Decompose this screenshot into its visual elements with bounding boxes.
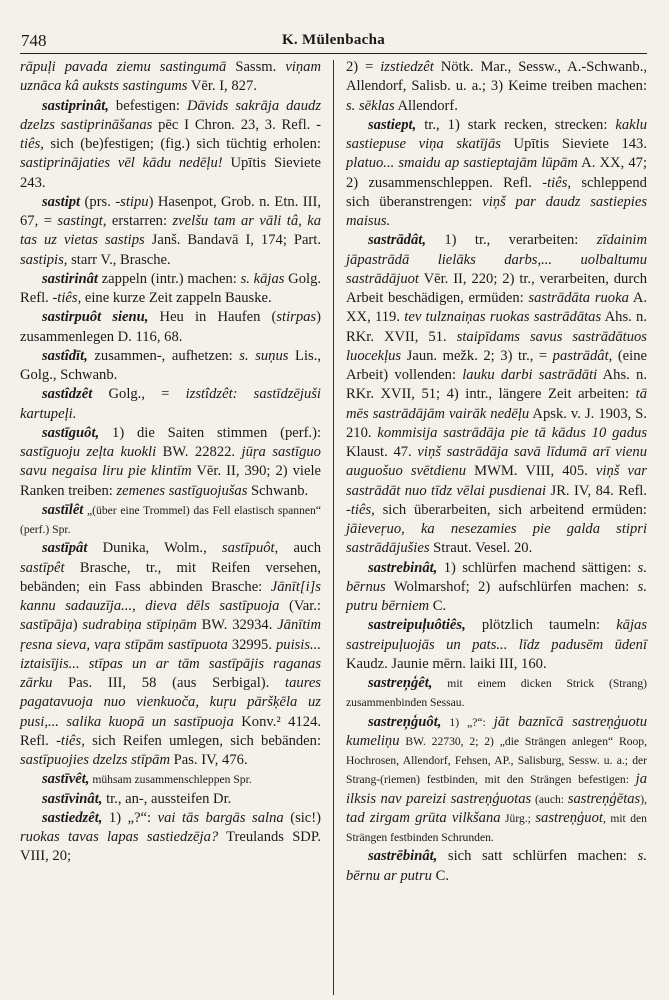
dictionary-entry (20, 308, 321, 347)
entry-text: plötzlich taumeln: (465, 617, 617, 634)
latvian-example: sastīpuojies dzelzs stīpām (20, 752, 171, 768)
entry-text: Upītis Sieviete 243. (20, 155, 321, 191)
latvian-example: Dāvids sakrāja daudz dzelzs sastiprināšanas (20, 97, 322, 133)
latvian-example: viņam uznāca kâ auksts sastingums (20, 59, 321, 95)
dictionary-entry (346, 674, 647, 713)
headword: sastiept, (368, 116, 417, 133)
headword: sastirinât (42, 270, 98, 287)
entry-text: C. (429, 598, 447, 614)
dictionary-entry (20, 58, 321, 97)
entry-text: auch (278, 540, 321, 557)
entry-text: pēc I Chron. 23, 3. Refl. (152, 116, 317, 133)
headword: sastīvinât, (42, 790, 103, 807)
latvian-example: jāt baznīcā sastreņģuotu kumeliņu (346, 713, 648, 749)
latvian-example: rāpuļi pavada ziemu sastingumā (20, 59, 227, 75)
entry-text: (auch: (531, 792, 568, 806)
dictionary-entry (346, 58, 647, 116)
entry-text: sich satt schlürfen machen: (437, 848, 638, 865)
dictionary-entry (346, 559, 647, 617)
headword: sastreņģuôt, (368, 713, 442, 730)
entry-text: Janš. Bandavā I, 174; Part. (144, 232, 321, 249)
entry-text: sich Reifen umlegen, sich bebänden: (84, 732, 321, 749)
latvian-example: -tiês, (542, 174, 572, 191)
entry-text: Apsk. v. J. 1903, S. 210. (346, 405, 647, 441)
latvian-example: sastreņģuot (535, 809, 603, 826)
latvian-example: s. bērnus (346, 559, 647, 595)
latvian-example: stirpas (276, 309, 317, 326)
dictionary-entry (20, 347, 321, 386)
headword: sastrādât, (368, 232, 426, 249)
entry-text: Golg., = (92, 386, 186, 403)
dictionary-entry (346, 616, 647, 674)
dictionary-entry (346, 713, 647, 848)
latvian-example: Jānīt[i]s kannu sadauzīja..., dieva dēls sastīpuoja (20, 578, 321, 614)
entry-text: ), (640, 792, 648, 806)
entry-text: Wolmarshof; 2) aufschlürfen machen: (385, 578, 638, 595)
entry-text: 1) tr., verarbeiten: (425, 232, 597, 249)
entry-text: tr., 1) stark recken, strecken: (416, 116, 616, 133)
entry-text: , mit den Strängen festbinden Schrunden. (346, 811, 647, 844)
entry-text: Konv.² 4124. Refl. (20, 713, 322, 749)
latvian-example: sastīpêt (20, 559, 65, 576)
entry-text: A. XX, 47; 2) zusammenschleppen. Refl. (346, 155, 648, 191)
entry-text: Upītis Sieviete 143. (500, 136, 647, 152)
entry-text: Jaun. mežk. 2; 3) tr., = (401, 347, 553, 364)
entry-text: BW. 22822. (156, 444, 242, 460)
headword: sastrebinât, (368, 559, 438, 576)
entry-text: Ahs. n. RKr. XVII, 51; 4) intr., längere Zeit arbeiten: (346, 367, 647, 403)
entry-text: Treulands SDP. VIII, 20; (20, 829, 321, 865)
entry-text: A. XX, 119. (346, 290, 648, 326)
dictionary-entry (346, 116, 647, 232)
headword: sastreņģêt, (368, 675, 433, 691)
entry-text: Vēr. II, 390; 2) viele Ranken treiben: (20, 463, 321, 499)
headword: sastiprinât, (42, 97, 109, 114)
headword: sastîdzêt (42, 386, 93, 403)
latvian-example: sastreņģētas (567, 790, 641, 807)
dictionary-entry (20, 270, 321, 309)
entry-text: BW. 22730, 2; 2) „die Strängen anlegen“ Roop, Hochrosen, Allendorf, Fehsen, AP., Salisburg, Sessw. u. a.; der Strang-(riemen) festbinden, mit den Strängen befestigen: (346, 734, 647, 787)
latvian-example: s. putru bērniem (346, 578, 647, 614)
latvian-example: platuo... smaidu ap sastieptajām lūpām (346, 155, 578, 172)
dictionary-entry (20, 539, 321, 770)
headword: sastreipuļuôtiês, (368, 617, 466, 634)
latvian-example: kommisija sastrādāja pie tā kādus 10 gadus (377, 424, 648, 441)
entry-text: (Var.: (279, 598, 321, 614)
entry-text: 32995. (227, 636, 276, 653)
entry-text: mit einem dicken Strick (Strang) zusammenbinden Sessau. (346, 677, 647, 710)
latvian-example: ruokas tavas lapas sastiedzēja? (20, 829, 219, 845)
entry-text: sich (be)festigen; (fig.) sich tüchtig erholen: (43, 136, 321, 152)
entry-text: 1) die Saiten stimmen (perf.): (99, 424, 321, 441)
latvian-example: sastīguoju zeļta kuokli (20, 444, 157, 460)
entry-text: Pas. III, 58 (aus Serbigal). (52, 675, 286, 691)
entry-text: MWM. VIII, 405. (466, 463, 596, 480)
latvian-example: lauku darbi sastrādāti (462, 367, 598, 383)
entry-text: Klaust. 47. (346, 444, 418, 460)
latvian-example: puisis... iztaisījis... stīpas un ar tām sastīpājis raganas zārku (20, 636, 321, 691)
entry-text: ) zusammenlegen D. 116, 68. (20, 309, 321, 345)
right-column (346, 58, 647, 886)
latvian-example: zemenes sastīguojušas (116, 482, 248, 499)
latvian-example: s. kājas (240, 270, 285, 287)
entry-text: Lis., Golg., Schwanb. (20, 347, 321, 383)
latvian-example: jūŗa sastīguo savu negaisa liru pie klintīm (20, 444, 321, 480)
running-title: K. Mülenbacha (281, 32, 386, 48)
entry-text: Dunika, Wolm., (87, 540, 222, 557)
latvian-example: tad zirgam grūta vilkšana (346, 809, 501, 826)
column-divider (333, 60, 334, 995)
entry-text: Vēr. II, 220; 2) tr., verarbeiten, durch Arbeit beschädigen, ermüden: (346, 270, 647, 306)
entry-text: tr., an-, aussteifen Dr. (102, 790, 232, 807)
dictionary-entry (20, 501, 321, 540)
latvian-example: sastrādāta ruoka (528, 290, 629, 306)
dictionary-entry (20, 770, 321, 789)
entry-text: Golg. Refl. (20, 270, 322, 306)
entry-text: sich überarbeiten, sich arbeitend ermüden: (374, 501, 647, 518)
entry-text: C. (431, 867, 449, 884)
entry-text: 1) „?“: (441, 715, 494, 729)
headword: sastîdīt, (42, 347, 88, 364)
entry-text: Nötk. Mar., Sessw., A.-Schwanb., Allendorf, Salisb. u. a.; 3) Keime treiben machen: (346, 59, 647, 95)
entry-text: befestigen: (108, 97, 187, 114)
entry-text: mühsam zusammenschleppen Spr. (89, 773, 252, 787)
page-number: 748 (21, 31, 47, 50)
latvian-example: pastrādât, (552, 347, 613, 364)
entry-text: Heu in Haufen ( (148, 309, 277, 326)
entry-text: 1) „?“: (102, 809, 158, 826)
dictionary-entry (20, 790, 321, 809)
entry-text: Ahs. n. RKr. XVII, 51. (346, 309, 648, 345)
entry-text: „(über eine Trommel) das Fell elastisch spannen“ (perf.) Spr. (20, 503, 321, 536)
entry-text: 2) = (346, 59, 381, 75)
entry-text: Pas. IV, 476. (170, 752, 248, 768)
latvian-example: -stipu (115, 193, 149, 210)
entry-text: zappeln (intr.) machen: (97, 270, 241, 287)
latvian-example: zīdainim jāpastrādā lielāks darbs,... uolbaltumu sastrādājuot (346, 232, 647, 287)
entry-text: (prs. (80, 193, 116, 210)
latvian-example: izstîdzêt: sastīdzējuši kartupeļi. (20, 386, 321, 422)
headword: sastrēbinât, (368, 848, 438, 865)
entry-text: erstarren: (106, 213, 173, 229)
latvian-example: -tiês, (20, 116, 321, 152)
left-column (20, 58, 321, 867)
latvian-example: viņš sastrādāja savā līdumā arī vienu auguošuo svētdienu (346, 444, 647, 480)
dictionary-entry (20, 97, 321, 193)
headword: sastirpuôt sienu, (42, 309, 149, 326)
latvian-example: Jānītim ŗesna sieva, vaŗa stīpām sastīpuota (20, 617, 321, 653)
entry-text: Kaudz. Jaunie mērn. laiki III, 160. (346, 655, 547, 672)
latvian-example: jāieveŗuo, ka nesezamies pie galda stipri sastrādājušies (346, 521, 647, 557)
latvian-example: sastipis, (20, 251, 68, 268)
headword: sastipt (42, 193, 81, 210)
latvian-example: ja ilksis nav pareizi sastreņģuotas (346, 771, 647, 807)
entry-text: Jürg.; (500, 811, 536, 825)
dictionary-entry (20, 193, 321, 270)
latvian-example: s. bērnu ar putru (346, 848, 647, 884)
headword: sastiedzêt, (42, 809, 103, 826)
headword: sastīguôt, (42, 424, 100, 441)
latvian-example: kājas sastreipuļuojās un pats... līdz padusēm ūdenī (346, 617, 647, 653)
latvian-example: s. suņus (239, 347, 289, 364)
latvian-example: sastīpāja (20, 617, 73, 634)
dictionary-entry (346, 231, 647, 558)
entry-text: ) Hasenpot, Grob. n. Etn. III, 67, = (20, 193, 321, 229)
headword: sastīpât (42, 540, 88, 557)
headword: sastīvêt, (42, 771, 90, 788)
latvian-example: viņš par daudz sastiepies maisus. (346, 193, 647, 229)
entry-text: Straut. Vesel. 20. (429, 540, 533, 557)
latvian-example: -tiês, (52, 290, 82, 306)
headword: sastīlêt (42, 501, 84, 518)
entry-text: Brasche, tr., mit Reifen versehen, bebänden; ein Fass abbinden Brasche: (20, 559, 321, 595)
latvian-example: taures pagatavuoja nuo vienkuoča, kuŗu pāršķēla uz pusi,... salika kuopā un sastīpuoja (20, 675, 321, 730)
latvian-example: kaklu sastiepuse viņa skatījās (346, 116, 647, 152)
entry-text: (sic!) (283, 809, 321, 826)
latvian-example: sudrabiņa stīpiņām (82, 617, 197, 634)
entry-text: zusammen-, aufhetzen: (87, 347, 240, 364)
dictionary-entry (20, 424, 321, 501)
entry-text: 1) schlürfen machend sättigen: (437, 559, 638, 576)
entry-text: BW. 32934. (196, 617, 278, 634)
latvian-example: sastingt, (57, 213, 107, 229)
entry-text: Sassm. (226, 59, 286, 75)
dictionary-entry (20, 809, 321, 867)
entry-text: Allendorf. (394, 97, 458, 114)
entry-text: schleppend sich überanstrengen: (346, 174, 647, 210)
dictionary-entry (20, 385, 321, 424)
latvian-example: sastīpuôt, (221, 540, 279, 557)
latvian-example: zvelšu tam ar vāli tâ, ka tas uz vietas sastips (20, 213, 321, 249)
latvian-example: -tiês, (56, 732, 85, 749)
latvian-example: s. sēklas (346, 97, 395, 114)
dictionary-entry (346, 847, 647, 886)
latvian-example: staipīdams savus sastrādātuos luocekļus (346, 328, 647, 364)
latvian-example: izstiedzêt (380, 59, 434, 75)
entry-text: starr V., Brasche. (67, 251, 171, 268)
latvian-example: sastiprinājaties vēl kādu nedēļu! (20, 155, 223, 172)
entry-text: eine kurze Zeit zappeln Bauske. (81, 290, 272, 306)
latvian-example: vai tās bargās salna (157, 809, 284, 826)
page-header (20, 31, 647, 54)
entry-text: JR. IV, 84. Refl. (546, 482, 648, 499)
latvian-example: tev tulznaiņas ruokas sastrādātas (404, 309, 602, 326)
latvian-example: -tiês, (346, 501, 375, 518)
entry-text: Schwanb. (247, 482, 309, 499)
latvian-example: tā mēs sastrādājām vairāk nedēļu (346, 386, 647, 422)
entry-text: ) (72, 617, 83, 634)
entry-text: Vēr. I, 827. (187, 78, 257, 95)
latvian-example: viņš var sastrādāt nuo tīdz vēlai pusdienai (346, 463, 647, 499)
entry-text: (eine Arbeit) vollenden: (346, 347, 647, 383)
